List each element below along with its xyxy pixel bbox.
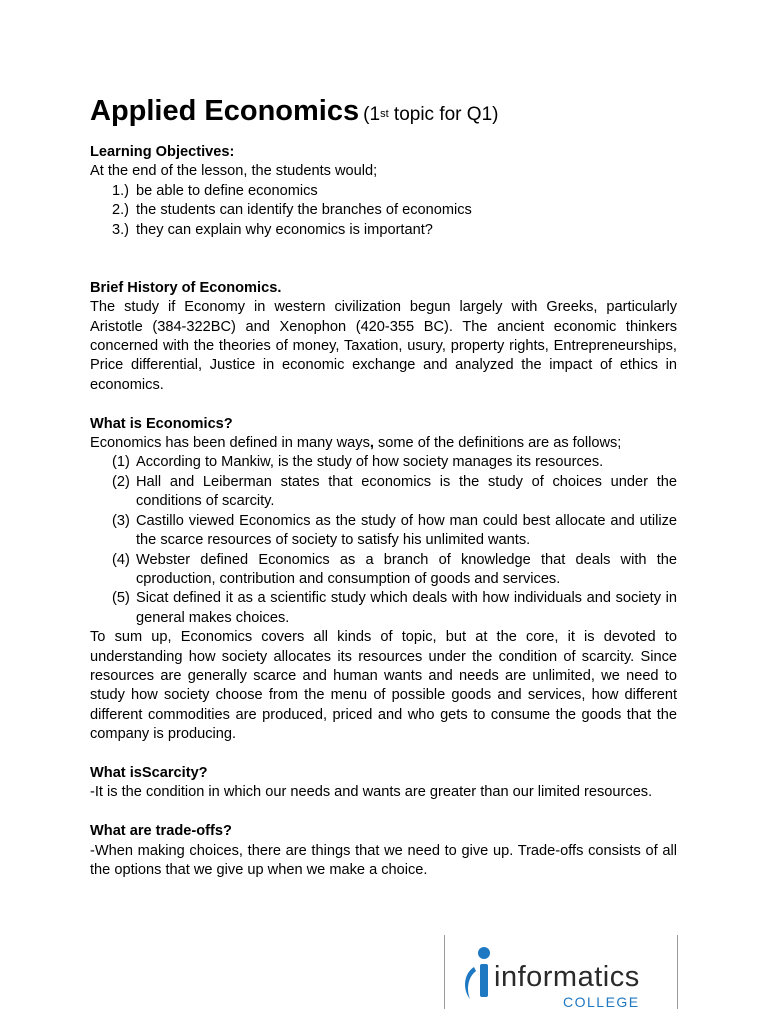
footer-divider-right [677, 935, 678, 1009]
list-text: According to Mankiw, is the study of how society manages its resources. [136, 454, 604, 471]
economics-intro [90, 434, 677, 453]
subtitle-rest: topic for Q1) [388, 104, 499, 125]
list-item [112, 551, 677, 590]
objectives-list [90, 182, 677, 240]
list-number: (1) [112, 454, 130, 471]
economics-heading: What is Economics? [90, 415, 233, 432]
page-subtitle [363, 104, 498, 125]
footer-logo-area [444, 935, 678, 1009]
objectives-intro: At the end of the lesson, the students would; [90, 163, 378, 180]
subtitle-superscript: st [380, 108, 389, 120]
title-row [90, 92, 677, 135]
list-item [112, 589, 677, 628]
list-number: 3.) [112, 221, 130, 238]
logo-sub: COLLEGE [563, 994, 640, 1010]
subtitle-open: (1 [363, 104, 381, 125]
list-item [112, 512, 677, 551]
list-text: Webster defined Economics as a branch of knowledge that deals with the cproduction, contribution and consumption of goods and services. [136, 551, 677, 587]
list-item [112, 182, 677, 201]
history-body: The study if Economy in western civilization begun largely with Greeks, particularly Aristotle (384-322BC) and Xenophon (420-355 BC). The ancient economic thinkers concerned with the theories of money, Taxation, usury, property rights, Entrepreneurships, Price differential, Justice in economic exchange and analyzed the impact of ethics in economics. [90, 299, 677, 393]
scarcity-heading: What isScarcity? [90, 764, 208, 781]
informatics-college-logo [460, 945, 660, 1010]
list-number: 2.) [112, 202, 130, 219]
footer-divider-left [444, 935, 445, 1009]
history-heading: Brief History of Economics. [90, 279, 282, 296]
list-text: be able to define economics [136, 182, 318, 199]
page-title: Applied Economics [90, 95, 360, 127]
list-number: (3) [112, 512, 130, 529]
tradeoffs-body: -When making choices, there are things that we need to give up. Trade-offs consists of all the options that we give up when we make a choice. [90, 842, 677, 878]
list-number: (4) [112, 551, 130, 568]
list-text: Sicat defined it as a scientific study which deals with how individuals and society in general makes choices. [136, 590, 677, 626]
objectives-heading: Learning Objectives: [90, 144, 235, 160]
intro-text-b: some of the definitions are as follows; [373, 435, 622, 452]
list-item [112, 201, 677, 220]
list-item [112, 221, 677, 240]
definitions-list [90, 453, 677, 628]
list-number: 1.) [112, 182, 130, 199]
list-number: (2) [112, 473, 130, 490]
tradeoffs-heading: What are trade-offs? [90, 823, 232, 840]
list-text: the students can identify the branches of economics [136, 202, 472, 219]
list-item [112, 473, 677, 512]
list-text: Castillo viewed Economics as the study of how man could best allocate and utilize the scarce resources of society to satisfy his unlimited wants. [136, 512, 677, 549]
scarcity-body: -It is the condition in which our needs and wants are greater than our limited resources. [90, 784, 653, 801]
list-text: they can explain why economics is important? [136, 221, 433, 238]
document-page [90, 92, 677, 880]
logo-name: informatics [494, 961, 640, 993]
list-item [112, 453, 677, 472]
intro-comma: , [369, 435, 374, 452]
economics-summary: To sum up, Economics covers all kinds of topic, but at the core, it is devoted to understanding how society allocates its resources under the condition of scarcity. Since resources are generally scarce and human wants and needs are unlimited, we need to study how society choose from the menu of possible goods and services, how different different commodities are produced, priced and who gets to consume the goods that the company is producing. [90, 629, 677, 743]
list-text: Hall and Leiberman states that economics is the study of choices under the conditions of scarcity. [136, 473, 677, 510]
intro-text-a: Economics has been defined in many ways [90, 435, 370, 452]
list-number: (5) [112, 590, 130, 607]
